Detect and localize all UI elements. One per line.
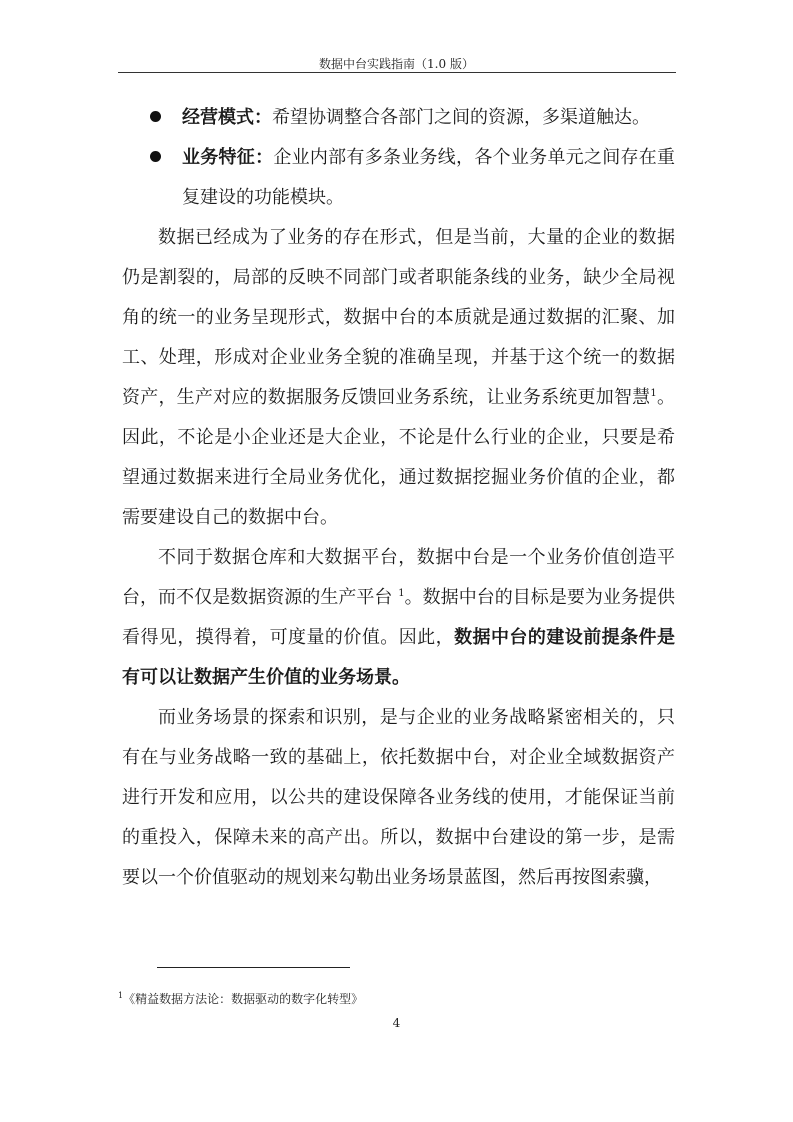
footnote-marker: 1 — [118, 991, 124, 1000]
bullet-item — [122, 98, 675, 138]
bullet-lead: 经营模式： — [182, 107, 272, 128]
footnote — [118, 990, 363, 1007]
footnote-ref[interactable]: 1 — [650, 388, 657, 399]
bullet-item — [122, 138, 675, 218]
footnote-ref[interactable]: 1 — [398, 588, 405, 599]
page-number: 4 — [392, 1016, 401, 1030]
paragraph-3-text: 而业务场景的探索和识别，是与企业的业务战略紧密相关的，只有在与业务战略一致的基础上，依托数据中台，对企业全域数据资产进行开发和应用，以公共的建设保障各业务线的使用，才能保证当前的重投入，保障未来的高产出。所以，数据中台建设的第一步，是需要以一个价值驱动的规划来勾勒出业务场景蓝图，然后再按图索骥， — [122, 707, 675, 888]
paragraph-2-text: 不同于数据仓库和大数据平台，数据中台是一个业务价值创造平台，而不仅是数据资源的生产平台 — [122, 547, 675, 608]
bullet-text: 希望协调整合各部门之间的资源，多渠道触达。 — [272, 107, 650, 128]
footnote-text: 《精益数据方法论：数据驱动的数字化转型》 — [123, 992, 364, 1006]
paragraph-1-text: 数据已经成为了业务的存在形式，但是当前，大量的企业的数据仍是割裂的，局部的反映不同部门或者职能条线的业务，缺少全局视角的统一的业务呈现形式，数据中台的本质就是通过数据的汇聚、加工、处理，形成对企业业务全貌的准确呈现，并基于这个统一的数据资产，生产对应的数据服务反馈回业务系统，让业务系统更加智慧 — [122, 227, 675, 408]
paragraph-1 — [122, 218, 675, 538]
running-header: 数据中台实践指南（1.0 版） — [319, 57, 474, 71]
paragraph-2-mid: 。数据中台的目标是要为业务提供看得见，摸得着，可度量的价值。因此， — [122, 587, 676, 648]
paragraph-2 — [122, 538, 675, 698]
bullet-text: 企业内部有多条业务线，各个业务单元之间存在重复建设的功能模块。 — [182, 147, 676, 208]
footnote-rule — [157, 967, 350, 968]
paragraph-3 — [122, 698, 675, 898]
bullet-lead: 业务特征： — [182, 147, 274, 168]
body-text — [122, 98, 675, 898]
bullet-dot-icon — [150, 111, 161, 122]
header-rule — [118, 72, 676, 73]
paragraph-1-tail: 。因此，不论是小企业还是大企业，不论是什么行业的企业，只要是希望通过数据来进行全局业务优化，通过数据挖掘业务价值的企业，都需要建设自己的数据中台。 — [122, 387, 676, 528]
bullet-dot-icon — [150, 151, 161, 162]
paragraph-2-emphasis: 数据中台的建设前提条件是有可以让数据产生价值的业务场景。 — [122, 627, 676, 688]
